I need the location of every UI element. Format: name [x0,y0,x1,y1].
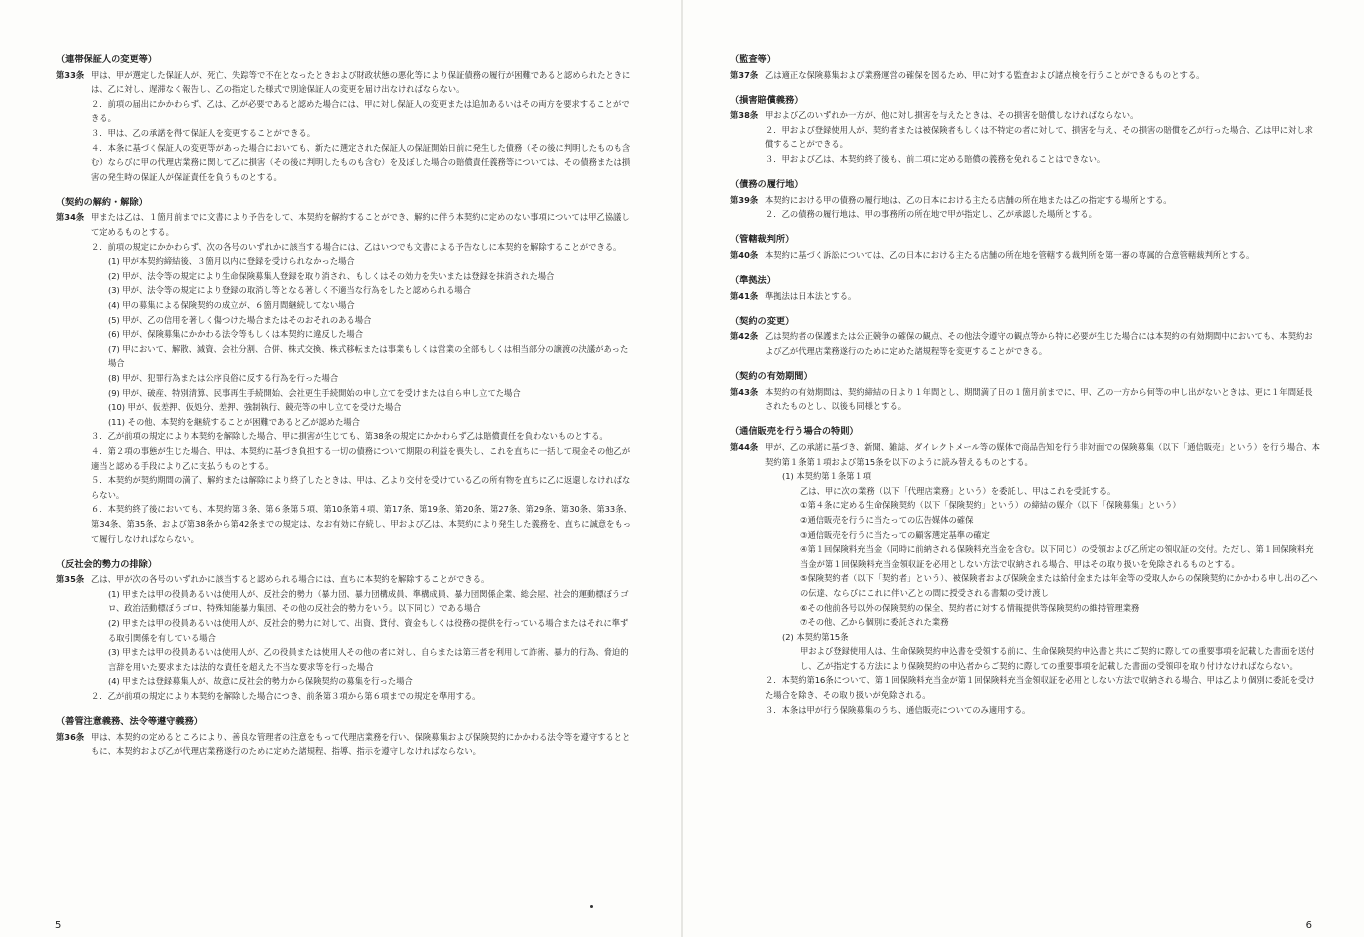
article-text: 乙は、甲が次の各号のいずれかに該当すると認められる場合には、直ちに本契約を解除することができる。 [91,574,490,585]
clause-item: ④第１回保険料充当金（同時に前納される保険料充当金を含む。以下同じ）の受領および乙所定の領収証の交付。ただし、第１回保険料充当金が第１回保険料充当金領収証を必用としない方法で収納される場合、甲はその取り扱いを免除されるものとする。 [800,544,1314,569]
article-section [56,558,636,704]
article-text: 本契約の有効期間は、契約締結の日より１年間とし、期間満了日の１箇月前までに、甲、乙の一方から何等の申し出がないときは、更に１年間延長されたものとし、以後も同様とする。 [765,386,1313,412]
article-number: 第44条 [730,441,759,452]
clause-item: (6) 甲が、保険募集にかかわる法令等もしくは本契約に違反した場合 [108,329,364,340]
clause-item: ②通信販売を行うに当たっての広告媒体の確保 [800,514,974,525]
clause-paragraph: ２．本契約第16条について、第１回保険料充当金が第１回保険料充当金領収証を必用としない方法で収納される場合、甲は乙より個別に委託を受けた場合を除き、その取り扱いが免除される。 [765,675,1315,701]
page-right [682,0,1364,937]
article-number: 第40条 [730,250,759,261]
section-heading: （通信販売を行う場合の特則） [730,426,859,438]
article-text: 本契約に基づく訴訟については、乙の日本における主たる店舗の所在地を管轄する裁判所を第一審の専属的合意管轄裁判所とする。 [765,250,1255,261]
clause-paragraph: ２．乙の債務の履行地は、甲の事務所の所在地で甲が指定し、乙が承認した場所とする。 [765,209,1097,220]
article-number: 第41条 [730,290,759,301]
article-number: 第39条 [730,194,759,205]
section-heading: （反社会的勢力の排除） [56,558,158,570]
article-section [56,715,636,759]
clause-paragraph: ２．前項の規定にかかわらず、次の各号のいずれかに該当する場合には、乙はいつでも文書による予告なしに本契約を解除することができる。 [91,241,622,252]
article-paragraph [730,329,1320,358]
clause-item: ①第４条に定める生命保険契約（以下「保険契約」という）の締結の媒介（以下「保険募集」という） [800,500,1181,511]
article-section [730,178,1320,222]
article-text: 甲が、乙の承諾に基づき、新聞、雑誌、ダイレクトメール等の媒体で商品告知を行う非対面での保険募集（以下「通信販売」という）を行う場合、本契約第１条第１項および第15条を以下のように読み替えるものとする。 [765,441,1320,467]
clause-item: (1) 甲が本契約締結後、３箇月以内に登録を受けられなかった場合 [108,256,355,267]
article-paragraph [730,440,1320,469]
clause-item: (3) 甲または甲の役員あるいは使用人が、乙の役員または使用人その他の者に対し、自らまたは第三者を利用して詐術、暴力的行為、脅迫的言辞を用いた要求または法的な責任を超えた不当な要求等を行った場合 [108,647,629,672]
page-number: 5 [55,920,62,931]
article-number: 第38条 [730,110,759,121]
article-paragraph [730,193,1320,208]
clause-paragraph: ２．甲および登録使用人が、契約者または被保険者もしくは不特定の者に対して、損害を与え、その損害の賠償を乙が行った場合、乙は甲に対し求償することができる。 [765,124,1313,150]
article-section [56,196,636,546]
clause-item: (4) 甲または登録募集人が、故意に反社会的勢力から保険契約の募集を行った場合 [108,676,413,687]
clause-item: ③通信販売を行うに当たっての顧客選定基準の確定 [800,529,990,540]
clause-item: (9) 甲が、破産、特別清算、民事再生手続開始、会社更生手続開始の申し立てを受けまたは自ら申し立てた場合 [108,387,521,398]
left-column [56,53,636,759]
clause-paragraph: ６．本契約終了後においても、本契約第３条、第６条第５項、第10条第４項、第17条、第19条、第20条、第27条、第29条、第30条、第33条、第34条、第35条、および第38条から第42条までの規定は、なお有効に存続し、甲および乙は、本契約により発生した義務を、直ちに誠意をもって履行しなければならない。 [91,504,632,544]
clause-item: (11) その他、本契約を継続することが困難であると乙が認めた場合 [108,416,360,427]
section-heading: （債務の履行地） [730,179,804,191]
clause-item: (10) 甲が、仮差押、仮処分、差押、強制執行、競売等の申し立てを受けた場合 [108,402,402,413]
section-heading: （連帯保証人の変更等） [56,54,158,65]
section-heading: （契約の有効期間） [730,371,813,383]
clause-item: (1) 本契約第１条第１項 [782,471,872,482]
clause-item: 甲および登録使用人は、生命保険契約申込書を受領する前に、生命保険契約申込書と共にご契約に際しての重要事項を記載した書面を送付し、乙が指定する方法により保険契約の申込者からご契約に際しての重要事項を記載した書面の受領印を取り付けなければならない。 [800,646,1315,671]
section-heading: （契約の変更） [730,315,795,327]
article-section [730,274,1320,303]
clause-item: (7) 甲において、解散、減資、会社分割、合併、株式交換、株式移転または事業もしくは営業の全部もしくは相当部分の譲渡の決議があった場合 [108,343,629,369]
article-number: 第37条 [730,69,759,80]
clause-item: ⑥その他前各号以外の保険契約の保全、契約者に対する情報提供等保険契約の維持管理業務 [800,602,1140,613]
article-number: 第43条 [730,386,759,397]
clause-paragraph: ３．甲は、乙の承諾を得て保証人を変更することができる。 [91,127,316,138]
article-text: 甲は、甲が選定した保証人が、死亡、失踪等で不在となったときおよび財政状態の悪化等により保証債務の履行が困難であると認められたときには、乙に対し、遅滞なく報告し、乙の指定した様式で別途保証人の変更を届け出なければならない。 [91,69,631,95]
article-section [730,94,1320,167]
article-number: 第35条 [56,574,85,585]
article-paragraph [56,210,636,239]
right-column [730,53,1320,717]
clause-item: (4) 甲の募集による保険契約の成立が、６箇月間継続してない場合 [108,300,355,310]
article-section [730,315,1320,359]
article-section [730,425,1320,717]
article-section [730,53,1320,82]
page-number: 6 [1305,920,1312,931]
clause-item: (5) 甲が、乙の信用を著しく傷つけた場合またはそのおそれのある場合 [108,314,372,325]
scan-mark [590,905,593,908]
article-paragraph [730,385,1320,414]
clause-paragraph: ３．甲および乙は、本契約終了後も、前二項に定める賠償の義務を免れることはできない。 [765,154,1106,165]
article-paragraph [730,68,1320,83]
clause-item: (2) 甲が、法令等の規定により生命保険募集人登録を取り消され、もしくはその効力を失いまたは登録を抹消された場合 [108,270,555,281]
article-number: 第33条 [56,69,85,80]
article-text: 乙は契約者の保護または公正競争の確保の観点、その他法令遵守の観点等から特に必要が生じた場合には本契約の有効期間中においても、本契約および乙が代理店業務遂行のために定めた諸規程等を変更することができる。 [765,331,1313,356]
article-paragraph [56,572,636,587]
clause-item: (8) 甲が、犯罪行為または公序良俗に反する行為を行った場合 [108,372,339,383]
article-paragraph [730,108,1320,123]
clause-item: (2) 甲または甲の役員あるいは使用人が、反社会的勢力に対して、出資、貸付、資金もしくは役務の提供を行っている場合またはそれに準ずる取引関係を有している場合 [108,617,629,643]
article-number: 第42条 [730,331,759,342]
clause-item: (2) 本契約第15条 [782,631,849,642]
clause-paragraph: ２．乙が前項の規定により本契約を解除した場合につき、前条第３項から第６項までの規定を準用する。 [91,690,481,701]
section-heading: （管轄裁判所） [730,234,795,246]
article-text: 甲または乙は、１箇月前までに文書により予告をして、本契約を解約することができ、解約に伴う本契約に定めのない事項については甲乙協議して定めるものとする。 [91,212,630,238]
article-number: 第36条 [56,731,85,742]
section-heading: （善管注意義務、法令等遵守義務） [56,716,203,728]
clause-paragraph: ２．前項の届出にかかわらず、乙は、乙が必要であると認めた場合には、甲に対し保証人の変更または追加あるいはその両方を要求することができる。 [91,98,630,124]
article-paragraph [730,289,1320,304]
article-paragraph [56,68,636,97]
section-heading: （損害賠償義務） [730,94,804,106]
article-text: 甲および乙のいずれか一方が、他に対し損害を与えたときは、その損害を賠償しなければならない。 [765,110,1139,121]
section-heading: （監査等） [730,54,776,65]
clause-item: ⑦その他、乙から個別に委託された業務 [800,617,949,628]
clause-paragraph: ３．本条は甲が行う保険募集のうち、通信販売についてのみ適用する。 [765,704,1031,715]
clause-item: 乙は、甲に次の業務（以下「代理店業務」という）を委託し、甲はこれを受託する。 [800,485,1116,496]
clause-paragraph: ４．第２項の事態が生じた場合、甲は、本契約に基づき負担する一切の債務について期限の利益を喪失し、これを直ちに一括して現金その他乙が適当と認める手段により乙に支払うものとする。 [91,445,631,471]
clause-item: ⑤保険契約者（以下「契約者」という）、被保険者および保険金または給付金または年金等の受取人からの保険契約にかかわる申し出の乙への伝達、ならびにこれに伴い乙との間に授受される書類の受け渡し [800,573,1318,598]
clause-item: (3) 甲が、法令等の規定により登録の取消し等となる著しく不適当な行為をしたと認められる場合 [108,285,471,296]
article-text: 準拠法は日本法とする。 [765,290,857,301]
article-paragraph [730,248,1320,263]
clause-item: (1) 甲または甲の役員あるいは使用人が、反社会的勢力（暴力団、暴力団構成員、準構成員、暴力団関係企業、総会屋、社会的運動標ぼうゴロ、政治活動標ぼうゴロ、特殊知能暴力集団、その他の反社会的勢力をいう。以下同じ）である場合 [108,588,629,614]
article-section [730,370,1320,414]
article-text: 甲は、本契約の定めるところにより、善良な管理者の注意をもって代理店業務を行い、保険募集および保険契約にかかわる法令等を遵守するとともに、本契約および乙が代理店業務遂行のために定めた諸規程、指導、指示を遵守しなければならない。 [91,731,631,757]
clause-paragraph: ５．本契約が契約期間の満了、解約または解除により終了したときは、甲は、乙より交付を受けている乙の所有物を直ちに乙に返還しなければならない。 [91,475,631,500]
article-section [56,53,636,184]
article-paragraph [56,730,636,759]
section-heading: （契約の解約・解除） [56,196,148,208]
article-text: 本契約における甲の債務の履行地は、乙の日本における主たる店舗の所在地または乙の指定する場所とする。 [765,194,1172,205]
clause-paragraph: ３．乙が前項の規定により本契約を解除した場合、甲に損害が生じても、第38条の規定にかかわらず乙は賠償責任を負わないものとする。 [91,431,608,442]
clause-paragraph: ４．本条に基づく保証人の変更等があった場合においても、新たに選定された保証人の保証開始日前に発生した債務（その後に判明したものも含む）ならびに甲の代理店業務に関して乙に損害（その後に判明したものも含む）を及ぼした場合の賠償責任義務等については、その債務または損害の発生時の保証人が保証責任を負うものとする。 [91,142,631,182]
article-section [730,233,1320,262]
section-heading: （準拠法） [730,275,776,287]
article-text: 乙は適正な保険募集および業務運営の確保を図るため、甲に対する監査および諸点検を行うことができるものとする。 [765,69,1205,80]
article-number: 第34条 [56,212,85,223]
